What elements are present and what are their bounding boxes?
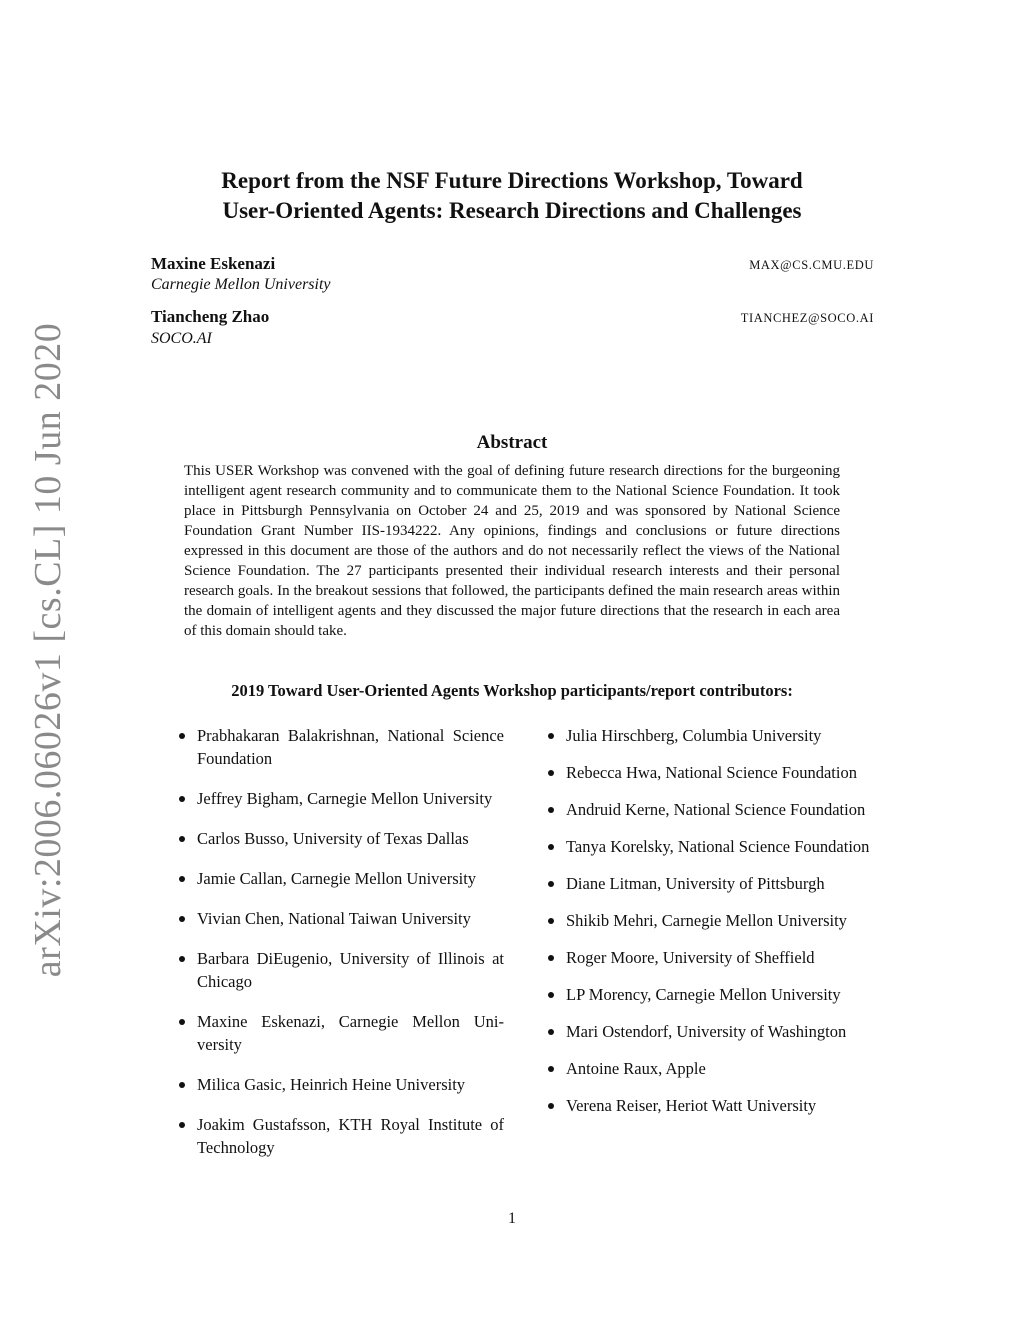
list-item: Shikib Mehri, Carnegie Mellon University [547,909,874,932]
page-number: 1 [508,1210,516,1227]
title-line-1: Report from the NSF Future Directions Workshop, Toward [221,168,803,193]
bullet-icon [179,836,185,842]
bullet-icon [179,733,185,739]
author-email-1: MAX@CS.CMU.EDU [749,258,874,272]
bullet-icon [179,1082,185,1088]
abstract-body: This USER Workshop was convened with the goal of defining future research directions for the burgeoning intelligent agent research community and to communicate them to the National Science Foundation. It took place in Pittsburgh Pennsylvania on October 24 and 25, 2019 and was sponsored by National Science Foundation Grant Number IIS-1934222. Any opinions, findings and conclusions or future directions expressed in this document are those of the authors and do not necessarily reflect the views of the National Science Foundation. The 27 participants presented their individual research interests and their personal research goals. In the breakout sessions that followed, the participants defined the main research areas within the domain of intelligent agents and they discussed the major future directions that the research in each area of this domain should take. [184,463,840,639]
list-item: Carlos Busso, University of Texas Dallas [178,827,504,850]
author-affiliation-1: Carnegie Mellon University [151,276,331,293]
bullet-icon [548,807,554,813]
bullet-icon [548,881,554,887]
author-email-2: TIANCHEZ@SOCO.AI [740,311,874,325]
bullet-icon [548,770,554,776]
bullet-icon [548,992,554,998]
list-item: Andruid Kerne, National Science Foundation [547,798,874,821]
list-item: Mari Ostendorf, University of Washington [547,1020,874,1043]
list-item: Verena Reiser, Heriot Watt University [547,1094,874,1117]
contributors-list-left [178,724,504,1176]
bullet-icon [179,1019,185,1025]
paper-title [150,166,874,226]
bullet-icon [179,876,185,882]
list-item: Diane Litman, University of Pittsburgh [547,872,874,895]
arxiv-identifier: arXiv:2006.06026v1 [cs.CL] 10 Jun 2020 [27,322,69,978]
list-item: LP Morency, Carnegie Mellon University [547,983,874,1006]
contributors-list-right [547,724,874,1131]
list-item: Rebecca Hwa, National Science Foundation [547,761,874,784]
list-item: Tanya Korelsky, National Science Foundation [547,835,874,858]
list-item: Jamie Callan, Carnegie Mellon University [178,867,504,890]
list-item: Vivian Chen, National Taiwan University [178,907,504,930]
list-item: Jeffrey Bigham, Carnegie Mellon University [178,787,504,810]
list-item: Antoine Raux, Apple [547,1057,874,1080]
bullet-icon [548,733,554,739]
bullet-icon [179,796,185,802]
bullet-icon [548,1103,554,1109]
bullet-icon [548,1066,554,1072]
bullet-icon [179,916,185,922]
bullet-icon [548,844,554,850]
list-item: Barbara DiEugenio, University of Illinois at Chicago [178,947,504,993]
bullet-icon [548,955,554,961]
bullet-icon [179,1122,185,1128]
author-name-1: Maxine Eskenazi [151,254,276,273]
contributors-heading: 2019 Toward User-Oriented Agents Workshop participants/report contributors: [231,681,793,700]
list-item: Roger Moore, University of Sheffield [547,946,874,969]
list-item: Maxine Eskenazi, Carnegie Mellon University [178,1010,504,1056]
list-item: Milica Gasic, Heinrich Heine University [178,1073,504,1096]
list-item: Prabhakaran Balakrishnan, National Science Foundation [178,724,504,770]
title-line-2: User-Oriented Agents: Research Directions and Challenges [222,198,802,223]
bullet-icon [548,918,554,924]
bullet-icon [179,956,185,962]
list-item: Joakim Gustafsson, KTH Royal Institute of Technology [178,1113,504,1159]
abstract-heading: Abstract [476,432,548,453]
bullet-icon [548,1029,554,1035]
author-affiliation-2: SOCO.AI [151,330,212,347]
author-name-2: Tiancheng Zhao [151,307,270,326]
list-item: Julia Hirschberg, Columbia University [547,724,874,747]
